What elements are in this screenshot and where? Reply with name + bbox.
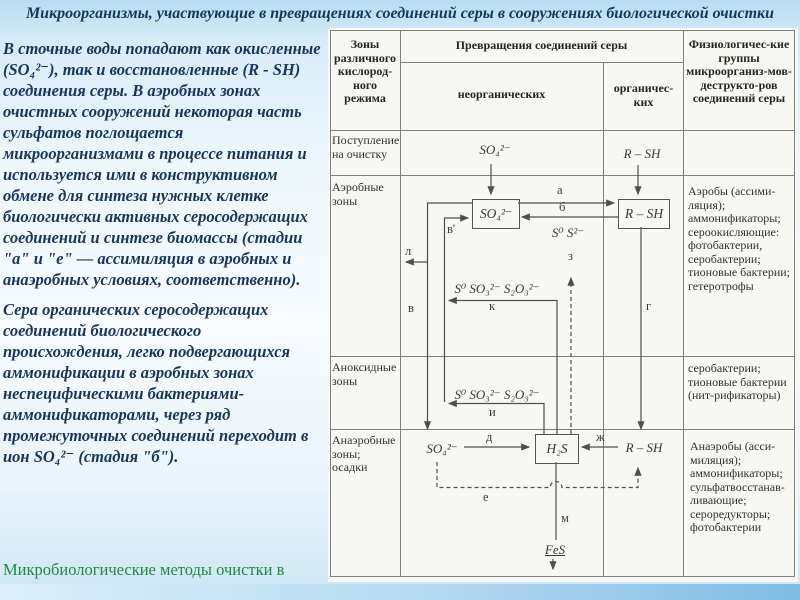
formula-sulfate-anaerobic: SO₄²⁻: [426, 441, 458, 456]
stage-label-g: г: [646, 299, 652, 313]
stage-label-b: б: [559, 200, 566, 214]
formula-intermediates-anoxic: S⁰ SO₃²⁻ S₂O₃²⁻: [454, 387, 540, 402]
microbes-cell-anoxic: серобактерии; тионовые бактерии (нит-рификаторы): [688, 361, 787, 402]
zone-cell-aerobic: Аэробные зоны: [332, 180, 384, 208]
stage-label-v1: в': [447, 222, 456, 236]
stage-label-zh: ж: [596, 430, 605, 444]
microbes-cell-anaerobic: Анаэробы (асси-миляция); аммонификаторы; сульфатвосстанав-ливающие; сероредукторы; фотобактерии: [690, 439, 785, 534]
box-organic-s-aerobic: R – SH: [618, 199, 670, 229]
slide-title: Микроорганизмы, участвующие в превращениях соединений серы в сооружениях биологической очистки: [25, 5, 775, 22]
formula-organic-s-anaerobic: R – SH: [625, 440, 663, 455]
formula-organic-s-inflow: R – SH: [623, 146, 661, 161]
stage-label-a: а: [557, 183, 563, 197]
stage-label-i: и: [489, 405, 496, 419]
paragraph-1: В сточные воды попадают как окисленные (SO₄²⁻), так и восстановленные (R - SH) соединения серы. В аэробных зонах очистных сооружений некоторая часть сульфатов поглощается микроорганизмами в процессе питания и используется ими в конструктивном обмене для синтеза нужных клетке биологически активных серосодержащих соединений и синтезе биомассы (стадии "а" и "е" — ассимиляция в аэробных и анаэробных условиях, соответственно).: [3, 39, 321, 289]
zone-cell-anaerobic: Анаэробные зоны; осадки: [332, 433, 396, 474]
stage-label-e: е: [483, 490, 489, 504]
body-text-block: [3, 38, 325, 476]
formula-intermediates-aerobic: S⁰ SO₃²⁻ S₂O₃²⁻: [454, 281, 540, 296]
header-inorganic: неорганических: [457, 87, 546, 101]
header-organic: органичес-ких: [613, 81, 674, 109]
stage-label-d: д: [486, 430, 493, 444]
stage-label-l: л: [405, 244, 412, 258]
header-zones: Зоны различного кислород-ного режима: [334, 37, 396, 105]
slide-bottom-band: [0, 584, 800, 600]
sulfur-transformation-diagram: [328, 28, 798, 582]
zone-cell-inflow: Поступление на очистку: [332, 133, 400, 161]
microbes-cell-aerobic: Аэробы (ассими-ляция); аммонификаторы; сероокисляющие: фотобактерии, серобактерии; тионовые бактерии; гетеротрофы: [688, 184, 790, 293]
stage-label-v: в: [408, 301, 414, 315]
formula-sulfate-inflow: SO₄²⁻: [479, 142, 511, 157]
paragraph-2: Сера органических серосодержащих соединений биологического происхождения, легко подвергающихся аммонификации в аэробных зонах неспецифическими бактериями-аммонификаторами, через ряд промежуточных соединений переходит в ион SO₄²⁻ (стадия "б").: [3, 300, 309, 466]
box-sulfate-aerobic: SO₄²⁻: [472, 199, 520, 229]
footer-green-text: Микробиологические методы очистки в: [3, 560, 285, 579]
formula-s0-s2-aerobic: S⁰ S²⁻: [551, 225, 585, 240]
formula-fes: FeS: [544, 542, 566, 557]
stage-label-k: к: [489, 299, 496, 313]
stage-label-z: з: [568, 249, 573, 263]
header-transformations: Превращения соединений серы: [455, 38, 628, 52]
flow-arrows: [406, 164, 641, 569]
header-microbe-groups: Физиологичес-кие группы микроорганиз-мов- деструкто-ров соединений серы: [686, 37, 792, 105]
stage-label-m: м: [561, 511, 569, 525]
box-h2s-anaerobic: H₂S: [535, 434, 579, 464]
zone-cell-anoxic: Аноксидные зоны: [332, 360, 397, 388]
